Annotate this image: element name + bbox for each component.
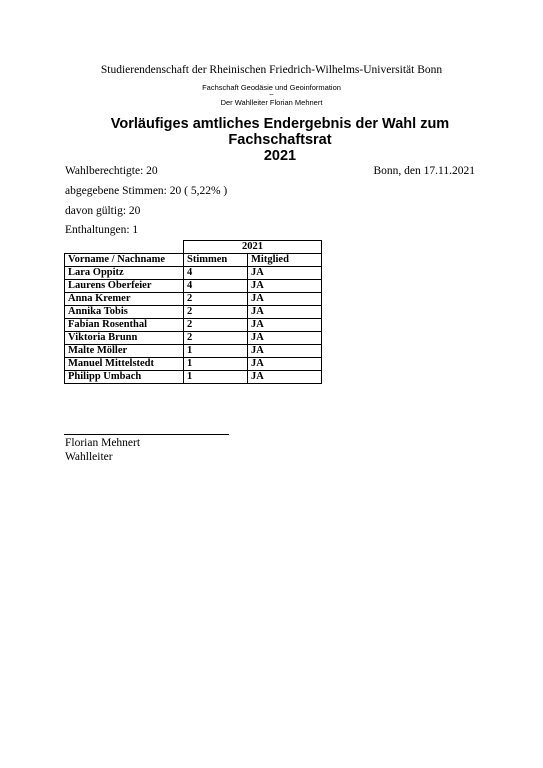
candidate-name: Annika Tobis bbox=[65, 306, 184, 319]
signatory-role: Wahlleiter bbox=[65, 451, 113, 463]
candidate-votes: 2 bbox=[184, 293, 248, 306]
valid-votes: davon gültig: 20 bbox=[65, 205, 141, 217]
candidate-member: JA bbox=[248, 319, 322, 332]
table-row bbox=[65, 280, 322, 293]
abstentions: Enthaltungen: 1 bbox=[65, 224, 139, 236]
organization-header: Studierendenschaft der Rheinischen Friedrich-Wilhelms-Universität Bonn bbox=[100, 64, 443, 76]
table-row bbox=[65, 267, 322, 280]
table-row bbox=[65, 332, 322, 345]
candidate-votes: 1 bbox=[184, 345, 248, 358]
candidate-member: JA bbox=[248, 332, 322, 345]
document-date: Bonn, den 17.11.2021 bbox=[373, 165, 475, 177]
document-title-line1: Vorläufiges amtliches Endergebnis der Wahl zum Fachschaftsrat bbox=[110, 116, 450, 148]
candidate-votes: 4 bbox=[184, 280, 248, 293]
candidate-votes: 4 bbox=[184, 267, 248, 280]
results-table bbox=[64, 240, 322, 384]
candidate-name: Fabian Rosenthal bbox=[65, 319, 184, 332]
candidate-name: Laurens Oberfeier bbox=[65, 280, 184, 293]
eligible-voters: Wahlberechtigte: 20 bbox=[65, 165, 158, 177]
signature-line bbox=[64, 434, 229, 435]
signatory-name: Florian Mehnert bbox=[65, 437, 141, 449]
candidate-member: JA bbox=[248, 306, 322, 319]
table-row bbox=[65, 293, 322, 306]
header-name: Vorname / Nachname bbox=[65, 254, 184, 267]
year-header: 2021 bbox=[184, 241, 322, 254]
candidate-votes: 1 bbox=[184, 371, 248, 384]
blank-header-cell bbox=[65, 241, 184, 254]
candidate-name: Manuel Mittelstedt bbox=[65, 358, 184, 371]
candidate-name: Lara Oppitz bbox=[65, 267, 184, 280]
table-row bbox=[65, 371, 322, 384]
candidate-member: JA bbox=[248, 293, 322, 306]
candidate-member: JA bbox=[248, 358, 322, 371]
column-header-row bbox=[65, 254, 322, 267]
candidate-member: JA bbox=[248, 345, 322, 358]
table-row bbox=[65, 306, 322, 319]
votes-cast: abgegebene Stimmen: 20 ( 5,22% ) bbox=[65, 185, 228, 197]
candidate-votes: 2 bbox=[184, 319, 248, 332]
candidate-name: Viktoria Brunn bbox=[65, 332, 184, 345]
candidate-votes: 2 bbox=[184, 332, 248, 345]
department-name: Fachschaft Geodäsie und Geoinformation bbox=[202, 83, 341, 92]
year-header-row bbox=[65, 241, 322, 254]
candidate-member: JA bbox=[248, 280, 322, 293]
document-title-line2: 2021 bbox=[263, 148, 297, 164]
document-title bbox=[60, 116, 500, 164]
election-officer-line: Der Wahlleiter Florian Mehnert bbox=[220, 98, 323, 107]
table-row bbox=[65, 358, 322, 371]
candidate-member: JA bbox=[248, 267, 322, 280]
candidate-name: Anna Kremer bbox=[65, 293, 184, 306]
header-votes: Stimmen bbox=[184, 254, 248, 267]
candidate-votes: 2 bbox=[184, 306, 248, 319]
candidate-name: Malte Möller bbox=[65, 345, 184, 358]
candidate-votes: 1 bbox=[184, 358, 248, 371]
header-separator: – bbox=[269, 91, 274, 98]
table-row bbox=[65, 319, 322, 332]
candidate-name: Philipp Umbach bbox=[65, 371, 184, 384]
header-member: Mitglied bbox=[248, 254, 322, 267]
table-row bbox=[65, 345, 322, 358]
candidate-member: JA bbox=[248, 371, 322, 384]
